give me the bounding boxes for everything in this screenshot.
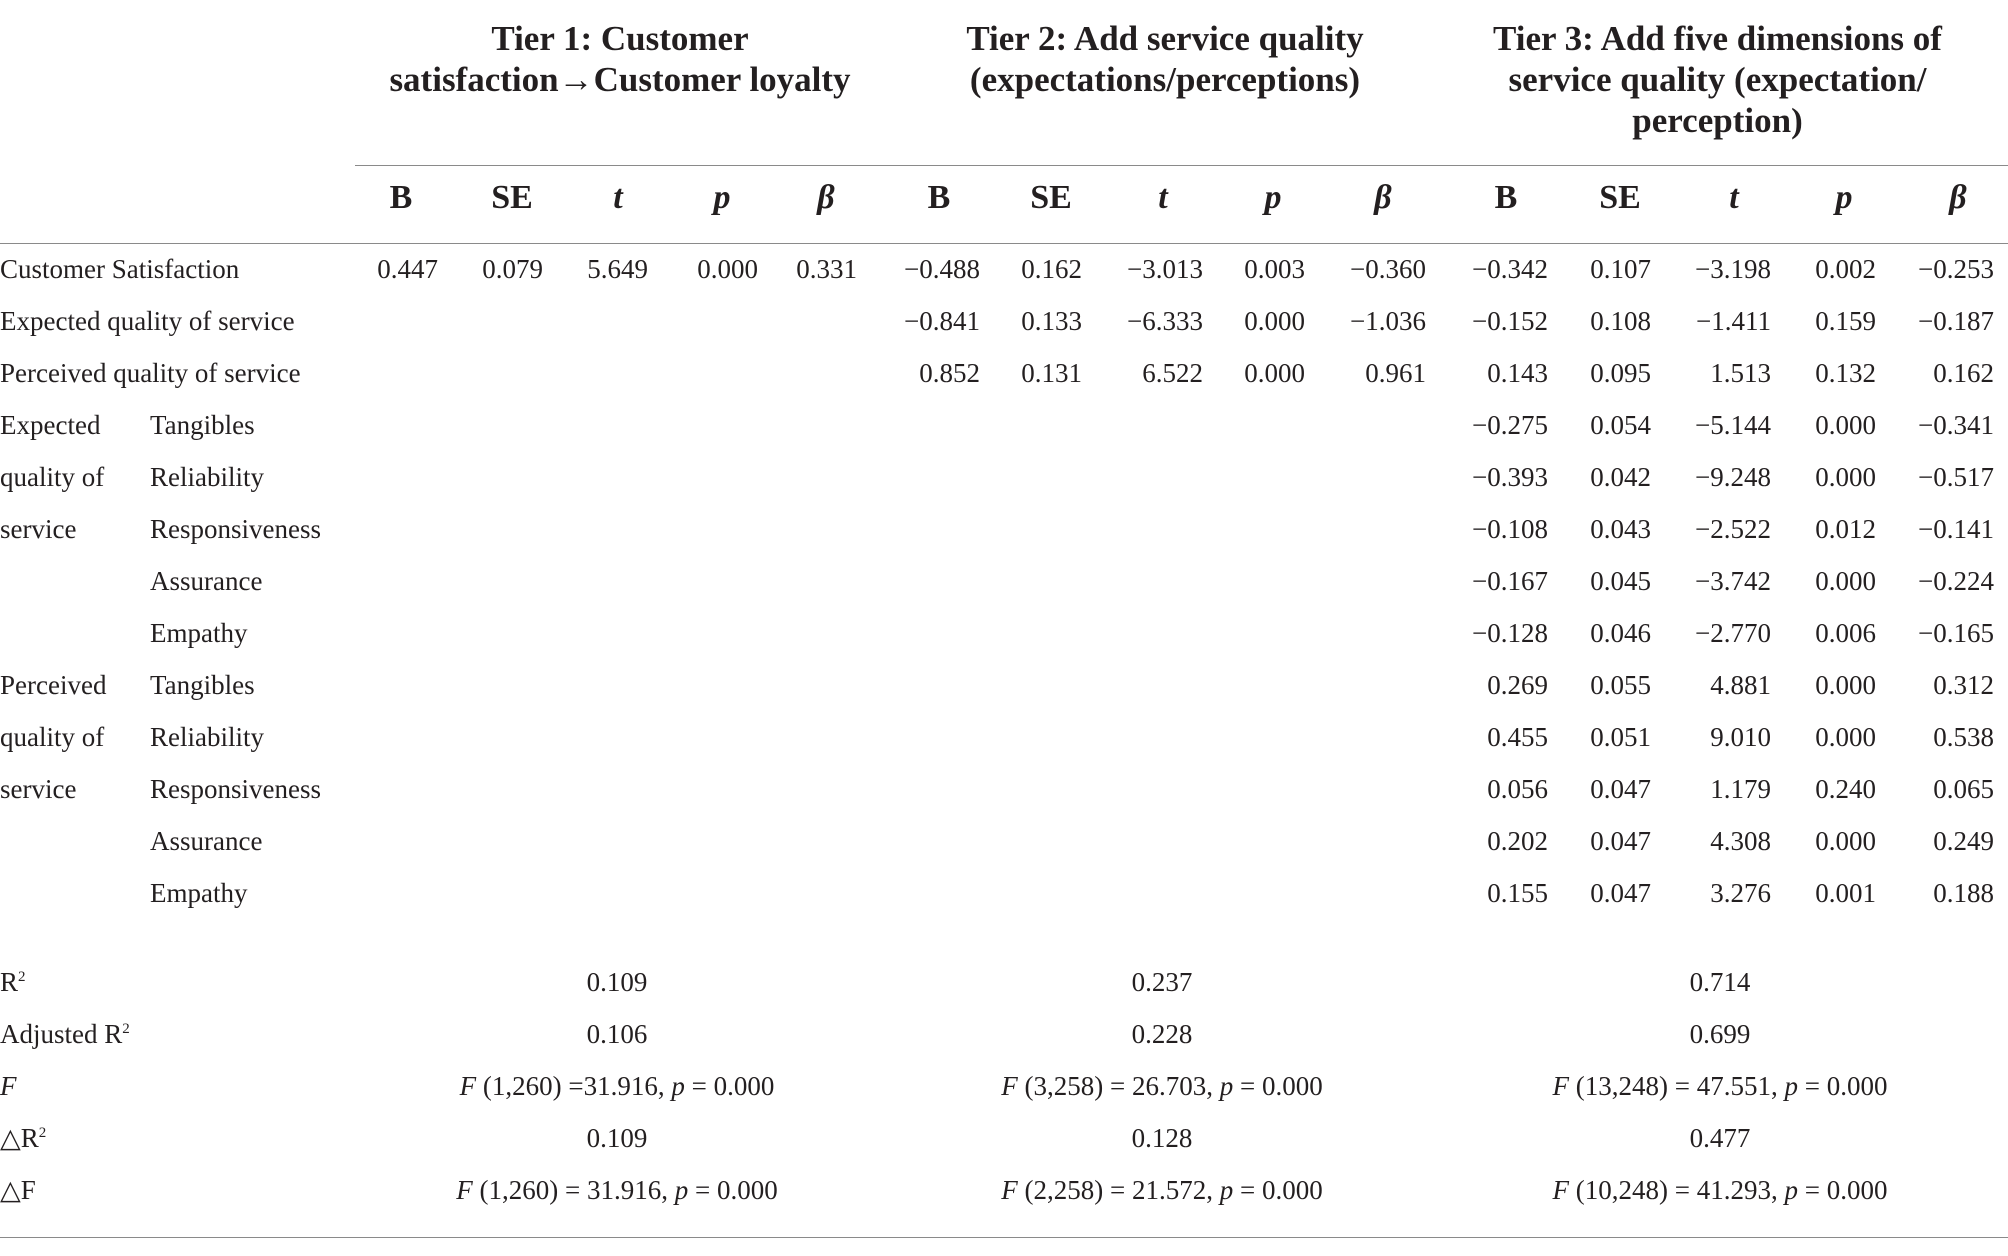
summary-label-superscript: 2 [18, 969, 26, 985]
table-cell: 0.043 [1590, 514, 1651, 544]
table-cell: 0.162 [1933, 358, 1994, 388]
table-cell: 0.095 [1590, 358, 1651, 388]
table-cell: −5.144 [1695, 410, 1771, 440]
summary-value-tier-1 [456, 1174, 777, 1206]
summary-value-tier-2 [1001, 1174, 1322, 1206]
table-cell: 0.079 [482, 254, 543, 284]
table-cell: 0.131 [1021, 358, 1082, 388]
summary-stat-part: (1,260) =31.916, [476, 1071, 672, 1101]
summary-value-tier-3: 0.699 [1689, 1019, 1751, 1049]
summary-label-delta-f [0, 1174, 36, 1206]
table-cell: 0.162 [1021, 254, 1082, 284]
table-cell: 0.000 [1244, 306, 1305, 336]
tier-2-title-line-1: Tier 2: Add service quality [966, 19, 1364, 58]
table-cell: 0.455 [1487, 722, 1548, 752]
summary-stat-part: (10,248) = 41.293, [1569, 1175, 1785, 1205]
table-cell: 0.046 [1590, 618, 1651, 648]
table-cell: 0.108 [1590, 306, 1651, 336]
row-label: Responsiveness [150, 774, 321, 804]
tier-3-title-line-2: service quality (expectation/ [1508, 60, 1927, 99]
table-cell: 0.047 [1590, 774, 1651, 804]
table-cell: −1.036 [1350, 306, 1426, 336]
table-cell: −0.128 [1472, 618, 1548, 648]
summary-stat-part: (1,260) = 31.916, [472, 1175, 675, 1205]
table-cell: −0.841 [904, 306, 980, 336]
table-cell: −0.141 [1918, 514, 1994, 544]
table-cell: 4.881 [1710, 670, 1771, 700]
table-cell: 9.010 [1710, 722, 1771, 752]
summary-stat-part: (3,258) = 26.703, [1017, 1071, 1220, 1101]
table-cell: −3.198 [1695, 254, 1771, 284]
summary-stat-part: F [459, 1071, 477, 1101]
row-label: Assurance [150, 566, 263, 596]
tier-3-title-line-1: Tier 3: Add five dimensions of [1493, 19, 1942, 58]
table-cell: −2.522 [1695, 514, 1771, 544]
summary-stat-part: = 0.000 [684, 1071, 775, 1101]
row-label: Reliability [150, 462, 264, 492]
table-cell: −3.013 [1127, 254, 1203, 284]
table-cell: −3.742 [1695, 566, 1771, 596]
table-cell: 0.107 [1590, 254, 1651, 284]
table-cell: 4.308 [1710, 826, 1771, 856]
column-header-tier-3-t: t [1729, 179, 1739, 216]
table-cell: 0.001 [1815, 878, 1876, 908]
tier-2-title [900, 18, 1430, 100]
column-header-tier-3-se: SE [1599, 179, 1641, 216]
summary-stat-part: F [1552, 1175, 1570, 1205]
table-cell: −2.770 [1695, 618, 1771, 648]
summary-stat-part: = 0.000 [1233, 1175, 1323, 1205]
summary-value-tier-2: 0.237 [1131, 967, 1193, 997]
table-cell: −0.517 [1918, 462, 1994, 492]
table-cell: −0.108 [1472, 514, 1548, 544]
table-cell: −0.360 [1350, 254, 1426, 284]
summary-stat-part: p [1784, 1071, 1798, 1101]
table-cell: 0.054 [1590, 410, 1651, 440]
bottom-rule [0, 1237, 2008, 1238]
summary-label-text: Adjusted R [0, 1019, 123, 1049]
table-cell: 0.000 [1244, 358, 1305, 388]
summary-label-r2 [0, 966, 26, 998]
summary-stat-part: p [671, 1071, 685, 1101]
summary-stat-part: (2,258) = 21.572, [1017, 1175, 1220, 1205]
tier-1-title [360, 18, 880, 100]
column-header-tier-3-beta: β [1949, 179, 1967, 216]
table-cell: 0.006 [1815, 618, 1876, 648]
table-cell: 0.002 [1815, 254, 1876, 284]
summary-value-tier-3: 0.477 [1689, 1123, 1751, 1153]
summary-value-tier-3: 0.714 [1689, 967, 1751, 997]
column-header-tier-2-p: p [1264, 179, 1282, 216]
row-label: Empathy [150, 878, 248, 908]
table-cell: 0.538 [1933, 722, 1994, 752]
row-label: Expected quality of service [0, 306, 295, 336]
table-cell: −0.224 [1918, 566, 1994, 596]
column-header-tier-3-b: B [1494, 179, 1518, 216]
summary-stat-part: = 0.000 [1233, 1071, 1323, 1101]
row-label: Responsiveness [150, 514, 321, 544]
table-cell: 1.513 [1710, 358, 1771, 388]
tier-1-title-line-2: satisfaction→Customer loyalty [389, 60, 851, 99]
column-header-tier-1-p: p [713, 179, 731, 216]
summary-value-tier-1: 0.109 [586, 1123, 648, 1153]
summary-stat-part: p [1784, 1175, 1798, 1205]
summary-stat-part: F [1001, 1071, 1018, 1101]
table-cell: −0.393 [1472, 462, 1548, 492]
summary-value-tier-3 [1553, 1070, 1888, 1102]
table-cell: 0.202 [1487, 826, 1548, 856]
row-label: Assurance [150, 826, 263, 856]
summary-label-delta-r2 [0, 1122, 46, 1154]
summary-label-f [0, 1070, 17, 1102]
table-cell: −0.275 [1472, 410, 1548, 440]
table-cell: 0.269 [1487, 670, 1548, 700]
table-cell: 0.000 [1815, 826, 1876, 856]
summary-label-text: △R [0, 1123, 39, 1153]
summary-stat-part: = 0.000 [1797, 1175, 1888, 1205]
table-cell: −0.488 [904, 254, 980, 284]
row-label: Perceived quality of service [0, 358, 301, 388]
table-cell: 0.000 [1815, 670, 1876, 700]
table-cell: 5.649 [587, 254, 648, 284]
table-cell: −0.152 [1472, 306, 1548, 336]
table-cell: 0.132 [1815, 358, 1876, 388]
table-cell: 0.133 [1021, 306, 1082, 336]
table-cell: 0.000 [1815, 462, 1876, 492]
row-label: Reliability [150, 722, 264, 752]
table-cell: 0.000 [1815, 410, 1876, 440]
table-cell: 0.000 [697, 254, 758, 284]
table-cell: 0.055 [1590, 670, 1651, 700]
table-cell: 0.003 [1244, 254, 1305, 284]
table-cell: 0.240 [1815, 774, 1876, 804]
column-header-tier-2-b: B [927, 179, 951, 216]
table-cell: 0.056 [1487, 774, 1548, 804]
table-cell: 0.331 [796, 254, 857, 284]
table-cell: 0.047 [1590, 826, 1651, 856]
table-cell: 0.961 [1365, 358, 1426, 388]
table-cell: 0.045 [1590, 566, 1651, 596]
column-header-tier-1-t: t [613, 179, 623, 216]
table-cell: −0.341 [1918, 410, 1994, 440]
summary-stat-part: p [1219, 1071, 1234, 1101]
row-group-label: Expected [0, 410, 101, 440]
column-header-tier-2-beta: β [1374, 179, 1392, 216]
row-group-label: service [0, 514, 77, 544]
summary-value-tier-3 [1553, 1174, 1888, 1206]
table-cell: −9.248 [1695, 462, 1771, 492]
table-cell: −0.167 [1472, 566, 1548, 596]
row-group-label: service [0, 774, 77, 804]
table-cell: 0.065 [1933, 774, 1994, 804]
table-cell: 0.000 [1815, 566, 1876, 596]
column-header-tier-2-se: SE [1030, 179, 1072, 216]
row-label: Empathy [150, 618, 248, 648]
summary-stat-part: F [1552, 1071, 1570, 1101]
summary-label-superscript: 2 [122, 1021, 130, 1037]
summary-label-adj-r2 [0, 1018, 130, 1050]
summary-value-tier-2: 0.128 [1131, 1123, 1193, 1153]
table-cell: −0.187 [1918, 306, 1994, 336]
column-header-tier-3-p: p [1835, 179, 1853, 216]
tier-1-title-line-1: Tier 1: Customer [491, 19, 749, 58]
summary-value-tier-1 [460, 1070, 775, 1102]
row-group-label: quality of [0, 462, 105, 492]
summary-label-text: F [0, 1071, 17, 1101]
table-cell: −0.253 [1918, 254, 1994, 284]
row-label: Tangibles [150, 670, 255, 700]
row-label: Tangibles [150, 410, 255, 440]
table-cell: 0.249 [1933, 826, 1994, 856]
summary-stat-part: F [456, 1175, 473, 1205]
header-rule [355, 165, 2008, 166]
column-header-tier-1-b: B [389, 179, 413, 216]
summary-value-tier-2 [1001, 1070, 1322, 1102]
table-cell: 1.179 [1710, 774, 1771, 804]
tier-2-title-line-2: (expectations/perceptions) [969, 60, 1361, 99]
table-cell: 0.143 [1487, 358, 1548, 388]
column-header-rule [0, 243, 2008, 244]
summary-stat-part: = 0.000 [1797, 1071, 1888, 1101]
table-cell: 6.522 [1142, 358, 1203, 388]
column-header-tier-2-t: t [1158, 179, 1168, 216]
summary-stat-part: (13,248) = 47.551, [1569, 1071, 1785, 1101]
table-cell: 0.159 [1815, 306, 1876, 336]
row-group-label: quality of [0, 722, 105, 752]
table-cell: 0.852 [919, 358, 980, 388]
tier-3-title [1450, 18, 1985, 141]
column-header-tier-1-se: SE [491, 179, 533, 216]
summary-stat-part: p [1219, 1175, 1234, 1205]
summary-stat-part: p [674, 1175, 689, 1205]
table-cell: −0.342 [1472, 254, 1548, 284]
summary-value-tier-1: 0.109 [586, 967, 648, 997]
column-header-tier-1-beta: β [817, 179, 835, 216]
summary-label-superscript: 2 [38, 1125, 47, 1141]
summary-value-tier-2: 0.228 [1131, 1019, 1193, 1049]
table-cell: 0.012 [1815, 514, 1876, 544]
table-cell: 0.188 [1933, 878, 1994, 908]
table-cell: 0.155 [1487, 878, 1548, 908]
table-cell: −6.333 [1127, 306, 1203, 336]
summary-value-tier-1: 0.106 [586, 1019, 648, 1049]
table-cell: 0.000 [1815, 722, 1876, 752]
row-label: Customer Satisfaction [0, 254, 240, 284]
table-cell: −0.165 [1918, 618, 1994, 648]
table-cell: 0.042 [1590, 462, 1651, 492]
table-cell: −1.411 [1696, 306, 1771, 336]
tier-3-title-line-3: perception) [1632, 101, 1803, 140]
row-group-label: Perceived [0, 670, 107, 700]
table-cell: 0.047 [1590, 878, 1651, 908]
table-cell: 0.312 [1933, 670, 1994, 700]
table-cell: 3.276 [1710, 878, 1771, 908]
summary-stat-part: F [1001, 1175, 1018, 1205]
table-cell: 0.447 [377, 254, 438, 284]
summary-label-text: R [0, 967, 19, 997]
summary-label-text: △F [0, 1175, 36, 1205]
summary-stat-part: = 0.000 [688, 1175, 778, 1205]
table-cell: 0.051 [1590, 722, 1651, 752]
